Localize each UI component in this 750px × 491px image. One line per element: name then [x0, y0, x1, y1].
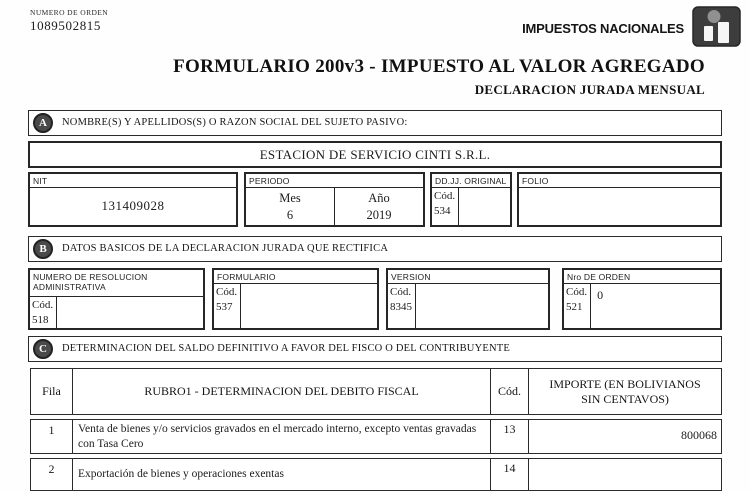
- impuestos-nacionales-logo-icon: [692, 6, 742, 53]
- nro-orden-label: Nro DE ORDEN: [564, 270, 720, 284]
- nro-orden-cod-value: 521: [566, 301, 583, 314]
- formulario-value: [241, 284, 377, 328]
- table-header-cod: Cód.: [490, 368, 529, 415]
- section-b-badge: B: [33, 239, 53, 259]
- table-header-fila: Fila: [30, 368, 73, 415]
- periodo-label: PERIODO: [246, 174, 423, 188]
- resolucion-cod-label: Cód.: [32, 299, 54, 311]
- version-cod-label: Cód.: [390, 286, 412, 298]
- razon-social-value: ESTACION DE SERVICIO CINTI S.R.L.: [259, 146, 491, 162]
- table-header-rubro: RUBRO1 - DETERMINACION DEL DEBITO FISCAL: [72, 368, 491, 415]
- nit-value: 131409028: [101, 198, 165, 213]
- periodo-mes-value: 6: [286, 207, 294, 222]
- periodo-box: [244, 172, 425, 227]
- section-b-header: [28, 236, 722, 262]
- form-title: FORMULARIO 200v3 - IMPUESTO AL VALOR AGREGADO: [173, 56, 705, 77]
- agency-name: IMPUESTOS NACIONALES: [522, 21, 684, 36]
- version-value: [416, 284, 548, 328]
- version-cod-value: 8345: [390, 301, 412, 314]
- nit-label: NIT: [30, 174, 236, 188]
- nit-box: [28, 172, 238, 227]
- formulario-cod-cell: [214, 284, 241, 328]
- section-a-label: NOMBRE(S) Y APELLIDOS(S) O RAZON SOCIAL DEL SUJETO PASIVO:: [62, 117, 408, 128]
- formulario-box: [212, 268, 379, 330]
- form-subtitle: DECLARACION JURADA MENSUAL: [474, 82, 705, 97]
- formulario-label: FORMULARIO: [214, 270, 377, 284]
- row1-fila: 1: [30, 419, 73, 454]
- periodo-anio-cell: [335, 188, 423, 226]
- table-header-importe: IMPORTE (EN BOLIVIANOS SIN CENTAVOS): [528, 368, 722, 415]
- version-cod-cell: [388, 284, 416, 328]
- nro-orden-cod-label: Cód.: [566, 286, 588, 298]
- row1-cod: 13: [490, 419, 529, 454]
- version-box: [386, 268, 550, 330]
- row2-fila: 2: [30, 458, 73, 491]
- ddjj-cod-value: 534: [434, 205, 451, 218]
- row2-importe: [528, 458, 722, 491]
- resolucion-administrativa-box: [28, 268, 205, 330]
- ddjj-original-box: [430, 172, 512, 227]
- order-number-value: 1089502815: [30, 18, 101, 33]
- nro-orden-value: 0: [597, 288, 604, 302]
- section-c-badge: C: [33, 339, 53, 359]
- resolucion-cod-cell: [30, 297, 57, 328]
- resolucion-cod-value: 518: [32, 314, 49, 327]
- folio-box: [517, 172, 722, 227]
- formulario-cod-value: 537: [216, 301, 233, 314]
- nro-orden-box: [562, 268, 722, 330]
- order-number-label: NUMERO DE ORDEN: [30, 8, 109, 17]
- ddjj-cod-label: Cód.: [434, 190, 456, 202]
- periodo-mes-label: Mes: [279, 191, 301, 205]
- section-c-label: DETERMINACION DEL SALDO DEFINITIVO A FAVOR DEL FISCO O DEL CONTRIBUYENTE: [62, 343, 510, 354]
- section-b-label: DATOS BASICOS DE LA DECLARACION JURADA QUE RECTIFICA: [62, 243, 389, 254]
- section-c-header: [28, 336, 722, 362]
- section-a-badge: A: [33, 113, 53, 133]
- order-number-block: [30, 8, 108, 34]
- row1-importe: 800068: [528, 419, 722, 454]
- periodo-mes-cell: [246, 188, 335, 226]
- ddjj-value: [459, 188, 510, 226]
- row1-descripcion: Venta de bienes y/o servicios gravados en el mercado interno, excepto ventas gravadas con Tasa Cero: [72, 419, 491, 454]
- row2-cod: 14: [490, 458, 529, 491]
- ddjj-cod-cell: [432, 188, 459, 226]
- periodo-anio-label: Año: [368, 191, 390, 205]
- section-a-header: [28, 110, 722, 136]
- folio-label: FOLIO: [519, 174, 720, 188]
- resolucion-administrativa-label: NUMERO DE RESOLUCION ADMINISTRATIVA: [30, 270, 203, 297]
- razon-social-box: [28, 141, 722, 168]
- row2-descripcion: Exportación de bienes y operaciones exentas: [72, 458, 491, 491]
- folio-value: [519, 188, 720, 194]
- form-title-block: [173, 56, 705, 98]
- nro-orden-cod-cell: [564, 284, 591, 328]
- ddjj-original-label: DD.JJ. ORIGINAL: [432, 174, 510, 188]
- resolucion-value: [57, 297, 203, 328]
- formulario-cod-label: Cód.: [216, 286, 238, 298]
- periodo-anio-value: 2019: [366, 207, 392, 222]
- version-label: VERSION: [388, 270, 548, 284]
